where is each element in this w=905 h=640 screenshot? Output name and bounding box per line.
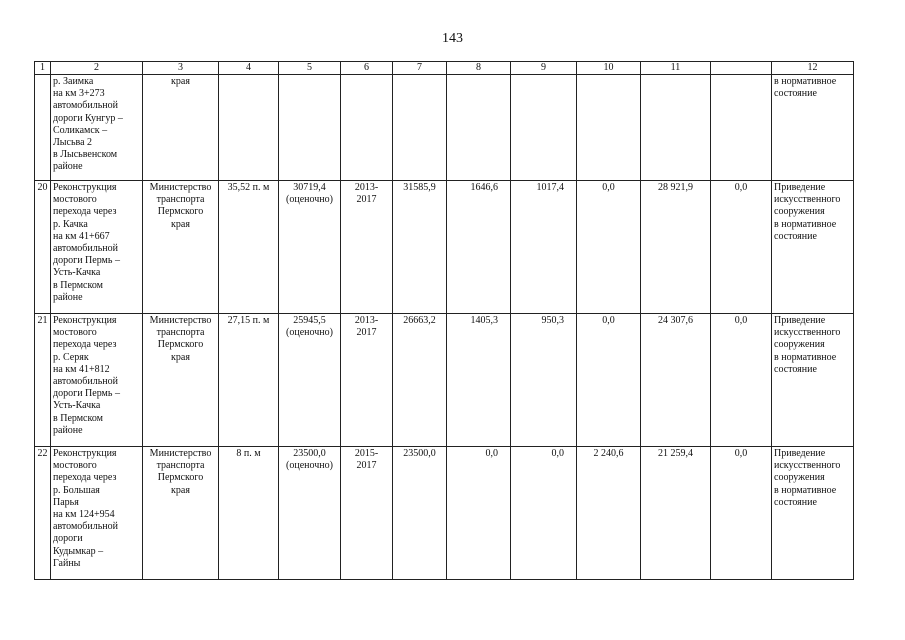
goal-cell: Приведение искусственного сооружения в нормативное состояние bbox=[772, 447, 854, 580]
header-cell: 1 bbox=[35, 62, 51, 75]
row-number: 22 bbox=[35, 447, 51, 580]
period: 2013- 2017 bbox=[341, 314, 393, 447]
period: 2013- 2017 bbox=[341, 181, 393, 314]
header-cell: 5 bbox=[279, 62, 341, 75]
header-cell: 3 bbox=[143, 62, 219, 75]
period: 2015- 2017 bbox=[341, 447, 393, 580]
table-row bbox=[35, 75, 854, 181]
capacity: 27,15 п. м bbox=[219, 314, 279, 447]
page-number: 143 bbox=[442, 31, 463, 46]
value-cell: 0,0 bbox=[447, 447, 511, 580]
value-cell: 1017,4 bbox=[511, 181, 577, 314]
table-row bbox=[35, 314, 854, 447]
object-name: Реконструкция мостового перехода через р. Серяк на км 41+812 автомобильной дороги Пермь – Усть-Качка в Пермском районе bbox=[51, 314, 143, 447]
header-cell: 9 bbox=[511, 62, 577, 75]
row-number bbox=[35, 75, 51, 181]
object-name: Реконструкция мостового перехода через р. Большая Парья на км 124+954 автомобильной дороги Кудымкар – Гайны bbox=[51, 447, 143, 580]
goal-cell: Приведение искусственного сооружения в нормативное состояние bbox=[772, 181, 854, 314]
header-cell: 7 bbox=[393, 62, 447, 75]
value-cell bbox=[641, 75, 711, 181]
goal-cell: в нормативное состояние bbox=[772, 75, 854, 181]
value-cell: 21 259,4 bbox=[641, 447, 711, 580]
period bbox=[341, 75, 393, 181]
value-cell bbox=[577, 75, 641, 181]
value-cell: 0,0 bbox=[577, 314, 641, 447]
value-cell: 28 921,9 bbox=[641, 181, 711, 314]
capacity bbox=[219, 75, 279, 181]
header-cell: 6 bbox=[341, 62, 393, 75]
table-row bbox=[35, 447, 854, 580]
estimated-cost: 30719,4 (оценочно) bbox=[279, 181, 341, 314]
value-cell: 1646,6 bbox=[447, 181, 511, 314]
value-cell: 1405,3 bbox=[447, 314, 511, 447]
customer: Министерство транспорта Пермского края bbox=[143, 314, 219, 447]
value-cell: 0,0 bbox=[577, 181, 641, 314]
customer: края bbox=[143, 75, 219, 181]
value-cell: 24 307,6 bbox=[641, 314, 711, 447]
value-cell: 950,3 bbox=[511, 314, 577, 447]
header-row bbox=[35, 62, 854, 75]
value-cell: 0,0 bbox=[511, 447, 577, 580]
value-cell: 0,0 bbox=[711, 314, 772, 447]
header-cell: 8 bbox=[447, 62, 511, 75]
estimated-cost: 25945,5 (оценочно) bbox=[279, 314, 341, 447]
object-name: р. Заимка на км 3+273 автомобильной дороги Кунгур – Соликамск – Лысьва 2 в Лысьвенском районе bbox=[51, 75, 143, 181]
budget-table bbox=[34, 61, 854, 580]
row-number: 20 bbox=[35, 181, 51, 314]
header-cell: 11 bbox=[641, 62, 711, 75]
header-cell: 12 bbox=[772, 62, 854, 75]
value-cell: 0,0 bbox=[711, 447, 772, 580]
table-row bbox=[35, 181, 854, 314]
goal-cell: Приведение искусственного сооружения в нормативное состояние bbox=[772, 314, 854, 447]
header-cell: 2 bbox=[51, 62, 143, 75]
total-value: 26663,2 bbox=[393, 314, 447, 447]
estimated-cost bbox=[279, 75, 341, 181]
estimated-cost: 23500,0 (оценочно) bbox=[279, 447, 341, 580]
total-value bbox=[393, 75, 447, 181]
value-cell bbox=[447, 75, 511, 181]
capacity: 8 п. м bbox=[219, 447, 279, 580]
customer: Министерство транспорта Пермского края bbox=[143, 181, 219, 314]
value-cell bbox=[511, 75, 577, 181]
total-value: 23500,0 bbox=[393, 447, 447, 580]
header-cell: 10 bbox=[577, 62, 641, 75]
customer: Министерство транспорта Пермского края bbox=[143, 447, 219, 580]
header-cell bbox=[711, 62, 772, 75]
header-cell: 4 bbox=[219, 62, 279, 75]
value-cell: 2 240,6 bbox=[577, 447, 641, 580]
value-cell: 0,0 bbox=[711, 181, 772, 314]
capacity: 35,52 п. м bbox=[219, 181, 279, 314]
total-value: 31585,9 bbox=[393, 181, 447, 314]
value-cell bbox=[711, 75, 772, 181]
object-name: Реконструкция мостового перехода через р. Качка на км 41+667 автомобильной дороги Пермь – Усть-Качка в Пермском районе bbox=[51, 181, 143, 314]
row-number: 21 bbox=[35, 314, 51, 447]
